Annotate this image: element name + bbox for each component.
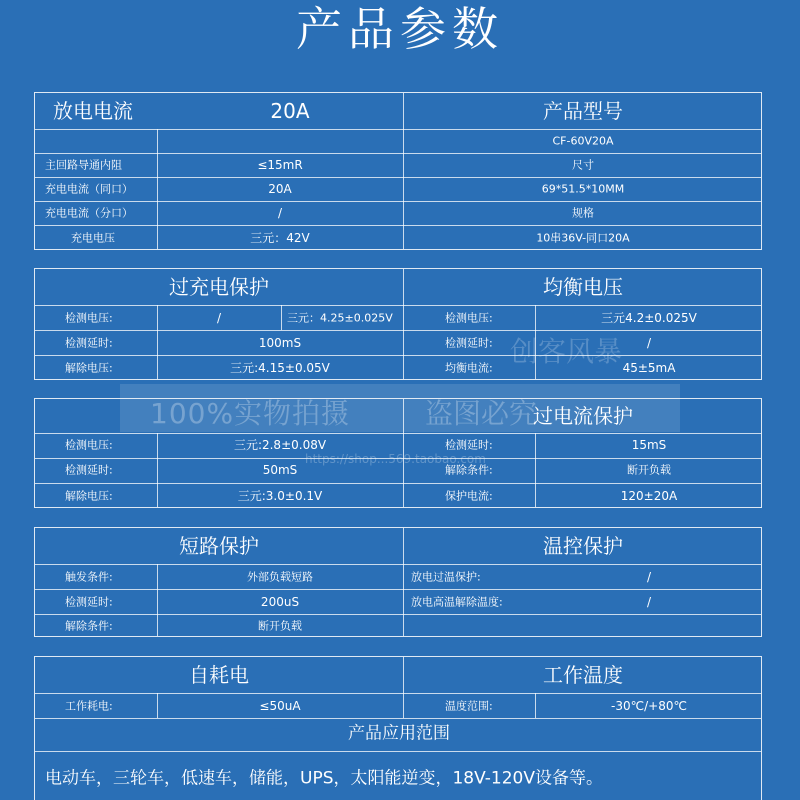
overcurrent-delay-label: 检测延时: <box>445 438 493 452</box>
watermark-text: 盗图必究 <box>425 397 538 430</box>
row-label: 充电电压 <box>71 231 115 245</box>
tempcontrol-release-label: 放电高温解除温度: <box>411 595 503 609</box>
page-title: 产品参数 <box>296 2 504 56</box>
overcharge-title: 过充电保护 <box>169 275 269 299</box>
row-right-label: 尺寸 <box>572 158 594 172</box>
shortcircuit-temp-section <box>34 527 762 637</box>
balance-detect-voltage-label: 检测电压: <box>445 311 493 325</box>
overcharge-release-value: 三元:4.15±0.05V <box>230 361 330 375</box>
row-right-value: 69*51.5*10MM <box>541 182 625 196</box>
overdischarge-delay-label: 检测延时: <box>65 463 113 477</box>
overcharge-detect-voltage-b: 三元：4.25±0.025V <box>287 311 393 325</box>
overcurrent-current-label: 保护电流: <box>445 489 493 503</box>
overcurrent-title: 过电流保护 <box>533 404 633 428</box>
discharge-current-value: 20A <box>270 99 310 123</box>
shortcircuit-trigger-value: 外部负载短路 <box>247 570 313 584</box>
overdischarge-detect-voltage-value: 三元:2.8±0.08V <box>233 438 327 452</box>
application-text: 电动车，三轮车，低速车，储能，UPS，太阳能逆变，18V-120V设备等。 <box>45 768 603 789</box>
row-value: 三元：42V <box>250 231 310 245</box>
overcharge-delay-label: 检测延时: <box>65 336 113 350</box>
model-label: 产品型号 <box>543 99 623 123</box>
balance-delay-value: / <box>646 336 652 350</box>
tempcontrol-title: 温控保护 <box>543 534 623 558</box>
balance-current-value: 45±5mA <box>622 361 676 375</box>
shortcircuit-delay-label: 检测延时: <box>65 595 113 609</box>
shortcircuit-release-value: 断开负载 <box>258 619 302 633</box>
row-value: 20A <box>268 182 292 196</box>
overdischarge-release-value: 三元:3.0±0.1V <box>237 489 323 503</box>
shortcircuit-title: 短路保护 <box>179 534 259 558</box>
selfconsumption-title: 自耗电 <box>189 663 249 687</box>
balance-delay-label: 检测延时: <box>445 336 493 350</box>
model-value: CF-60V20A <box>552 134 614 148</box>
overdischarge-detect-voltage-label: 检测电压: <box>65 438 113 452</box>
watermark-url: https://shop...569.taobao.com <box>305 452 486 466</box>
row-right-value: 10串36V-同口20A <box>536 231 630 245</box>
overcharge-detect-voltage-a: / <box>216 311 222 325</box>
overcurrent-delay-value: 15mS <box>631 438 667 452</box>
overcharge-release-label: 解除电压: <box>65 361 113 375</box>
worktemp-range-label: 温度范围: <box>445 699 493 713</box>
watermark-text: 创客风暴 <box>510 335 623 368</box>
worktemp-range-value: -30℃/+80℃ <box>611 699 687 713</box>
selfconsumption-work-value: ≤50uA <box>259 699 301 713</box>
shortcircuit-trigger-label: 触发条件: <box>65 570 113 584</box>
overcurrent-release-value: 断开负载 <box>627 463 671 477</box>
overcurrent-current-value: 120±20A <box>620 489 678 503</box>
application-title: 产品应用范围 <box>348 723 450 744</box>
row-label: 主回路导通内阻 <box>45 158 122 172</box>
balance-detect-voltage-value: 三元4.2±0.025V <box>601 311 697 325</box>
overdischarge-release-label: 解除电压: <box>65 489 113 503</box>
tempcontrol-over-temp-label: 放电过温保护: <box>411 570 481 584</box>
tempcontrol-over-temp-value: / <box>646 570 652 584</box>
selfconsumption-work-label: 工作耗电: <box>65 699 113 713</box>
discharge-current-label: 放电电流 <box>53 99 133 123</box>
overcurrent-release-label: 解除条件: <box>445 463 493 477</box>
basic-params-section <box>34 92 762 250</box>
balance-title: 均衡电压 <box>543 275 623 299</box>
row-label: 充电电流（同口） <box>45 182 133 196</box>
row-value: ≤15mR <box>257 158 303 172</box>
shortcircuit-delay-value: 200uS <box>260 595 300 609</box>
row-right-label: 规格 <box>572 206 594 220</box>
tempcontrol-release-value: / <box>646 595 652 609</box>
power-temp-application-section <box>34 656 762 800</box>
overdischarge-delay-value: 50mS <box>262 463 298 477</box>
balance-current-label: 均衡电流: <box>445 361 493 375</box>
row-value: / <box>277 206 283 220</box>
row-label: 充电电流（分口） <box>45 206 133 220</box>
overcharge-detect-voltage-label: 检测电压: <box>65 311 113 325</box>
overcharge-delay-value: 100mS <box>258 336 302 350</box>
shortcircuit-release-label: 解除条件: <box>65 619 113 633</box>
worktemp-title: 工作温度 <box>543 663 623 687</box>
overcharge-balance-section <box>34 268 762 380</box>
watermark-text: 100%实物拍摄 <box>150 397 351 430</box>
